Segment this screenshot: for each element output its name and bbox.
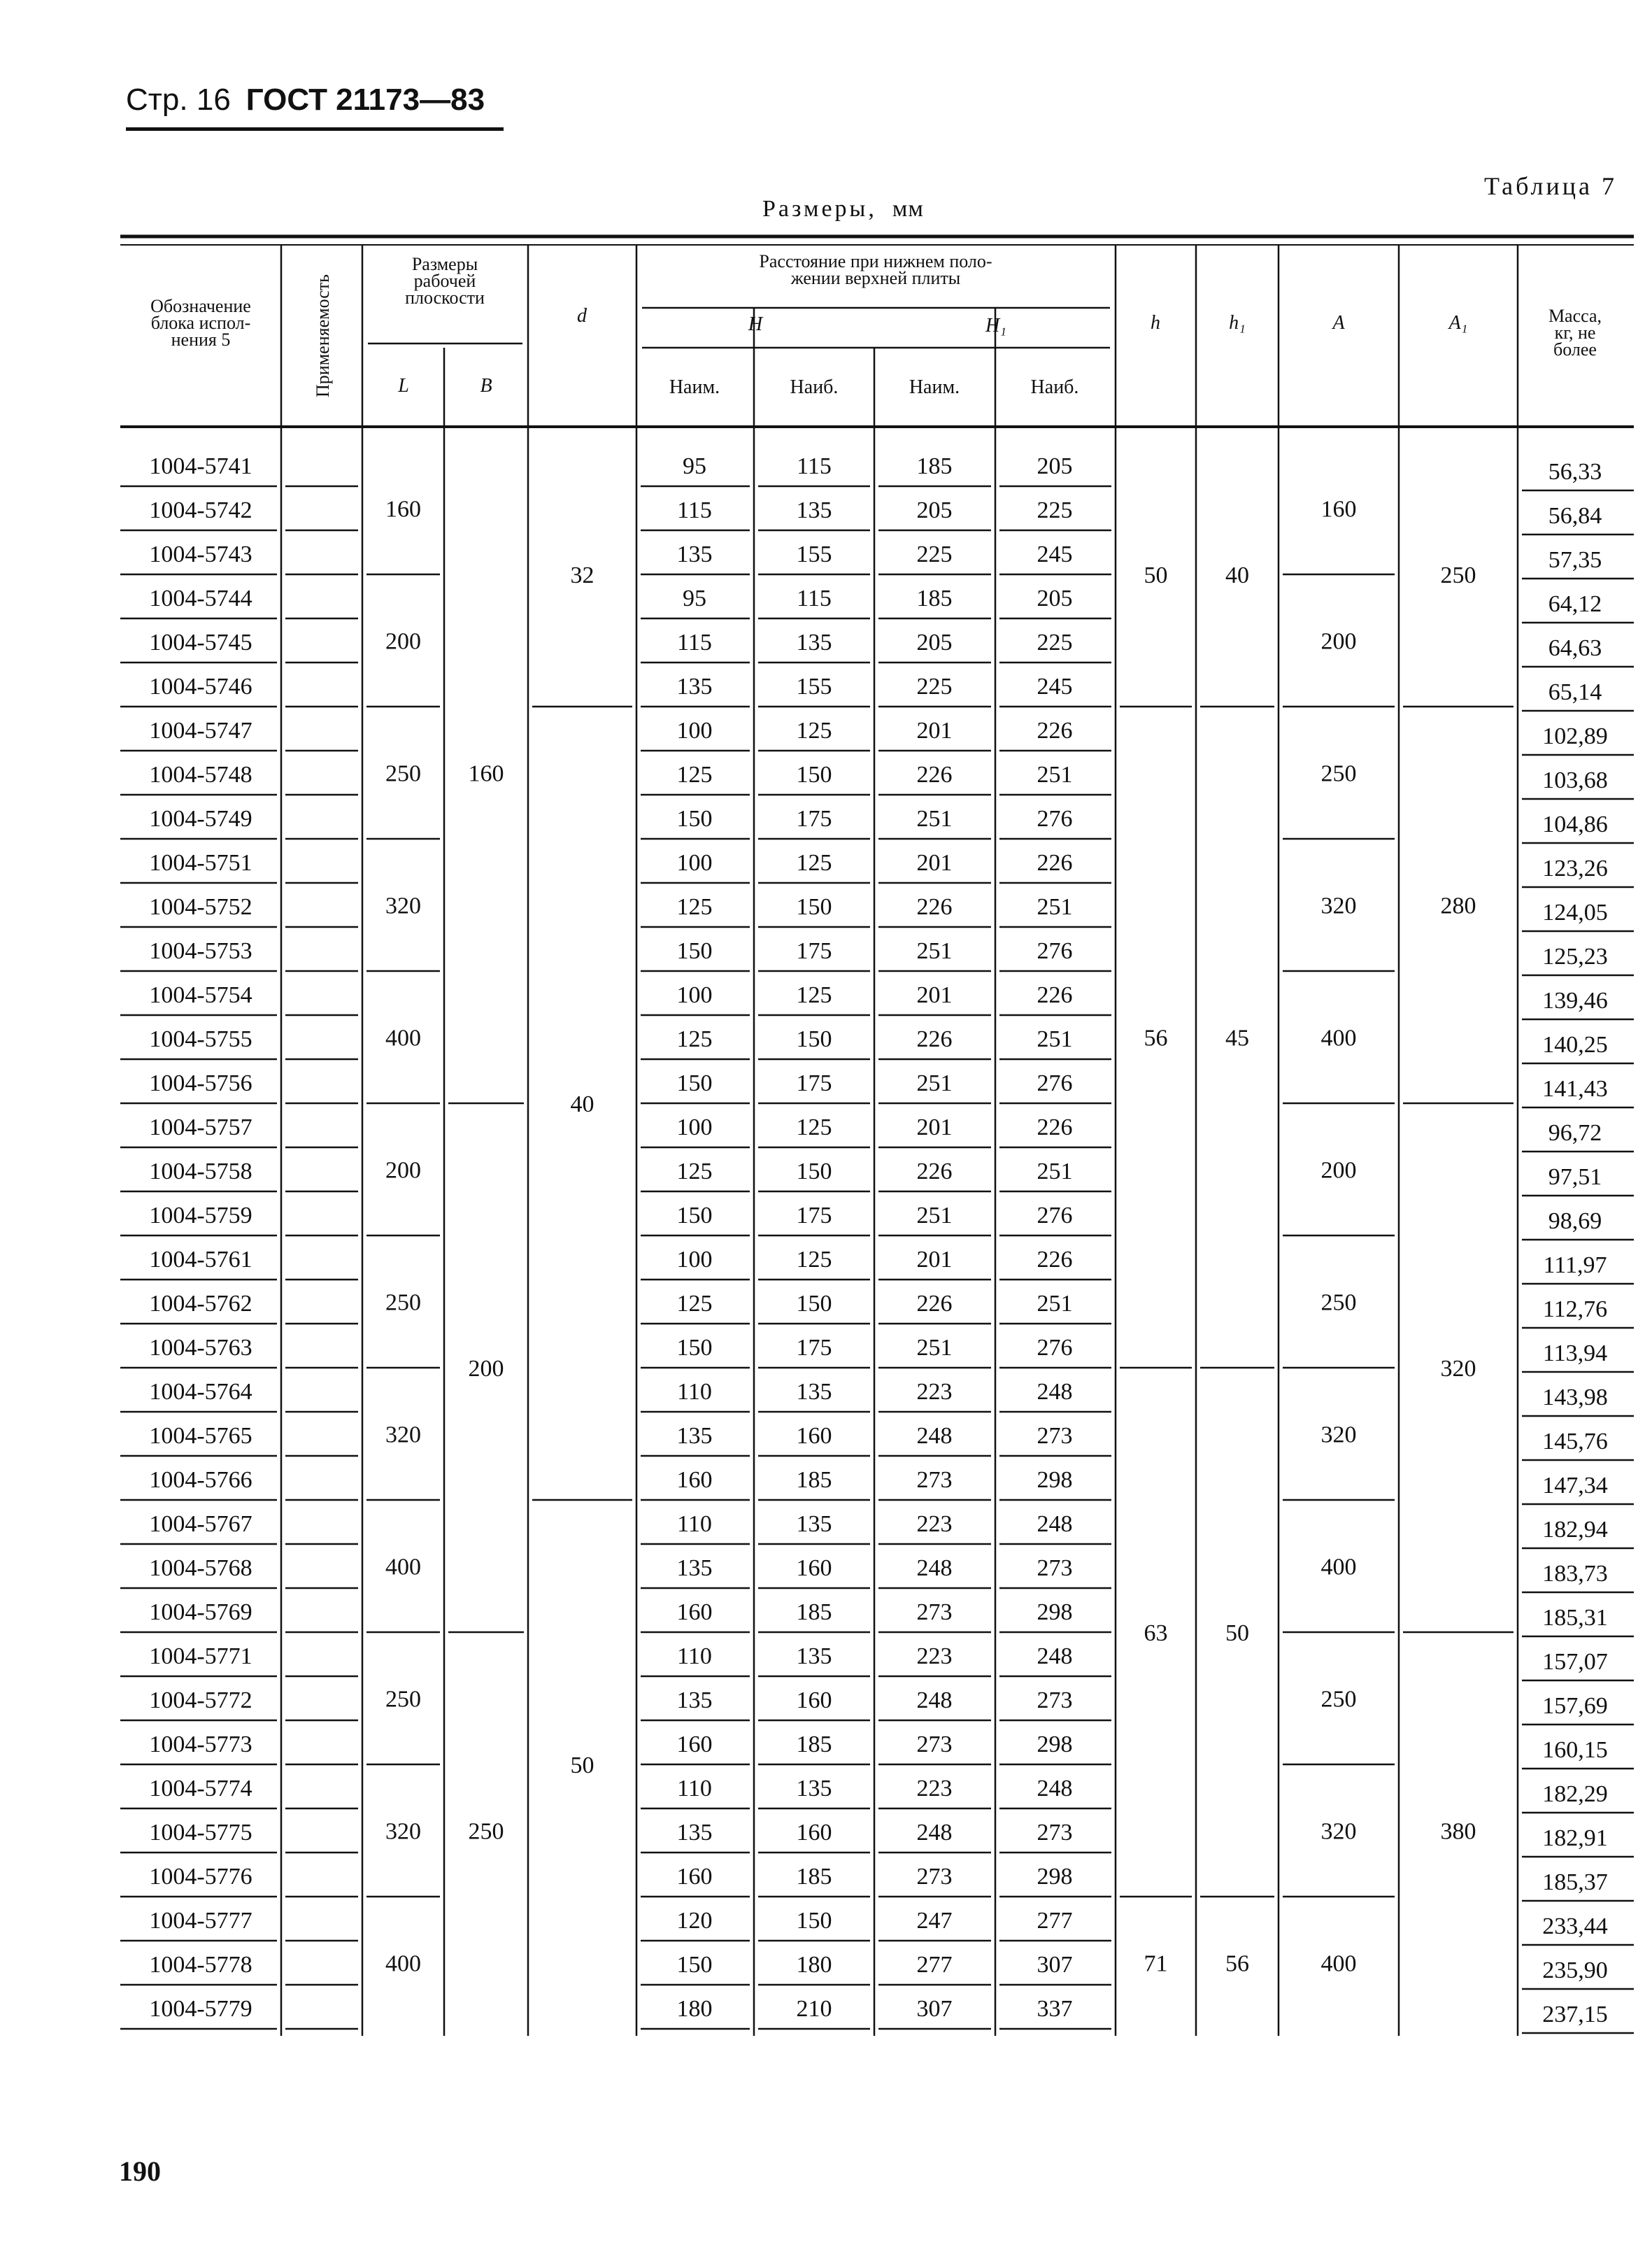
distance-cell: 248: [1037, 1643, 1073, 1669]
table-label: Таблица 7: [1484, 172, 1617, 200]
col-header-designation: нения 5: [171, 330, 231, 350]
L-cell: 250: [385, 1289, 421, 1316]
distance-cell: 110: [677, 1379, 712, 1405]
col-header-applicability: Применяемость: [313, 274, 333, 397]
distance-cell: 150: [796, 1159, 832, 1184]
mass-cell: 96,72: [1548, 1120, 1602, 1146]
distance-cell: 273: [1037, 1820, 1073, 1846]
distance-cell: 277: [1037, 1908, 1073, 1934]
distance-cell: 110: [677, 1511, 712, 1537]
distance-cell: 150: [676, 1952, 713, 1978]
designation-cell: 1004-5773: [149, 1732, 252, 1757]
distance-cell: 226: [1037, 982, 1073, 1008]
designation-cell: 1004-5745: [149, 630, 252, 656]
distance-cell: 248: [916, 1555, 953, 1581]
L-cell: 400: [385, 1950, 421, 1977]
distance-cell: 276: [1037, 938, 1073, 964]
distance-cell: 185: [796, 1732, 832, 1757]
distance-cell: 223: [916, 1643, 953, 1669]
distance-cell: 273: [916, 1467, 953, 1493]
distance-cell: 135: [796, 1643, 832, 1669]
distance-cell: 201: [916, 1114, 953, 1140]
h1-cell: 56: [1225, 1950, 1249, 1977]
designation-cell: 1004-5744: [149, 586, 252, 611]
A1-cell: 250: [1440, 562, 1476, 588]
distance-cell: 248: [1037, 1511, 1073, 1537]
col-header-L: L: [398, 375, 409, 397]
distance-cell: 150: [796, 1026, 832, 1052]
designation-cell: 1004-5757: [149, 1114, 252, 1140]
mass-cell: 141,43: [1542, 1076, 1608, 1102]
col-header-H1: H₁: [985, 315, 1006, 337]
distance-cell: 273: [916, 1732, 953, 1757]
distance-cell: 251: [916, 1203, 953, 1228]
mass-cell: 104,86: [1542, 812, 1608, 837]
distance-cell: 251: [1037, 1159, 1073, 1184]
distance-cell: 201: [916, 982, 953, 1008]
A-cell: 160: [1320, 496, 1357, 523]
A-cell: 200: [1320, 628, 1357, 655]
distance-cell: 155: [796, 674, 832, 700]
A1-cell: 280: [1440, 893, 1476, 919]
distance-cell: 115: [797, 453, 832, 479]
col-header-min-max: Наим.: [909, 376, 960, 398]
designation-cell: 1004-5743: [149, 541, 252, 567]
distance-cell: 160: [676, 1467, 713, 1493]
distance-cell: 120: [676, 1908, 713, 1934]
distance-cell: 185: [796, 1599, 832, 1625]
mass-cell: 235,90: [1542, 1957, 1608, 1983]
mass-cell: 140,25: [1542, 1032, 1608, 1058]
distance-cell: 226: [1037, 718, 1073, 744]
distance-cell: 226: [1037, 1247, 1073, 1273]
designation-cell: 1004-5769: [149, 1599, 252, 1625]
distance-cell: 277: [916, 1952, 953, 1978]
col-header-mass: кг, не: [1554, 323, 1596, 343]
distance-cell: 115: [677, 497, 712, 523]
mass-cell: 183,73: [1542, 1561, 1608, 1587]
mass-cell: 125,23: [1542, 944, 1608, 970]
distance-cell: 135: [796, 497, 832, 523]
distance-cell: 225: [916, 674, 953, 700]
distance-cell: 251: [1037, 762, 1073, 788]
designation-cell: 1004-5754: [149, 982, 252, 1008]
col-header-h1: h₁: [1229, 312, 1246, 334]
distance-cell: 307: [916, 1996, 953, 2022]
distance-cell: 100: [676, 1114, 713, 1140]
mass-cell: 237,15: [1542, 2002, 1608, 2027]
mass-cell: 56,84: [1548, 503, 1602, 529]
distance-cell: 337: [1037, 1996, 1073, 2022]
mass-cell: 97,51: [1548, 1164, 1602, 1190]
distance-cell: 125: [796, 718, 832, 744]
distance-cell: 251: [1037, 1291, 1073, 1317]
distance-cell: 135: [796, 1776, 832, 1801]
distance-cell: 226: [1037, 850, 1073, 876]
distance-cell: 251: [916, 1070, 953, 1096]
distance-cell: 247: [916, 1908, 953, 1934]
distance-cell: 135: [676, 1555, 713, 1581]
distance-cell: 226: [916, 1026, 953, 1052]
distance-cell: 226: [916, 894, 953, 920]
d-cell: 40: [570, 1091, 594, 1117]
distance-cell: 251: [1037, 1026, 1073, 1052]
designation-cell: 1004-5775: [149, 1820, 252, 1846]
distance-cell: 160: [796, 1820, 832, 1846]
page-number: 190: [119, 2155, 161, 2187]
distance-cell: 223: [916, 1776, 953, 1801]
distance-cell: 273: [1037, 1687, 1073, 1713]
distance-cell: 273: [916, 1864, 953, 1890]
distance-cell: 225: [1037, 497, 1073, 523]
distance-cell: 150: [796, 1908, 832, 1934]
distance-cell: 251: [916, 1335, 953, 1361]
h1-cell: 40: [1225, 562, 1249, 588]
L-cell: 160: [385, 496, 421, 523]
distance-cell: 160: [796, 1555, 832, 1581]
designation-cell: 1004-5742: [149, 497, 252, 523]
mass-cell: 185,37: [1542, 1869, 1608, 1895]
designation-cell: 1004-5741: [149, 453, 252, 479]
designation-cell: 1004-5777: [149, 1908, 252, 1934]
designation-cell: 1004-5768: [149, 1555, 252, 1581]
distance-cell: 307: [1037, 1952, 1073, 1978]
designation-cell: 1004-5763: [149, 1335, 252, 1361]
distance-cell: 298: [1037, 1864, 1073, 1890]
distance-cell: 125: [796, 1247, 832, 1273]
distance-cell: 110: [677, 1776, 712, 1801]
col-header-work-surface: рабочей: [413, 271, 476, 291]
A-cell: 320: [1320, 1422, 1357, 1448]
distance-cell: 205: [916, 630, 953, 656]
distance-cell: 276: [1037, 1335, 1073, 1361]
mass-cell: 64,63: [1548, 635, 1602, 661]
designation-cell: 1004-5761: [149, 1247, 252, 1273]
distance-cell: 95: [683, 453, 706, 479]
A1-cell: 380: [1440, 1818, 1476, 1845]
mass-cell: 113,94: [1542, 1340, 1608, 1366]
distance-cell: 180: [676, 1996, 713, 2022]
A1-cell: 320: [1440, 1356, 1476, 1382]
distance-cell: 251: [916, 938, 953, 964]
mass-cell: 102,89: [1542, 723, 1608, 749]
A-cell: 400: [1320, 1950, 1357, 1977]
B-cell: 200: [468, 1356, 504, 1382]
distance-cell: 135: [676, 1820, 713, 1846]
distance-cell: 135: [676, 674, 713, 700]
mass-cell: 56,33: [1548, 459, 1602, 485]
mass-cell: 111,97: [1543, 1252, 1607, 1278]
col-header-mass: более: [1553, 339, 1597, 360]
designation-cell: 1004-5758: [149, 1159, 252, 1184]
distance-cell: 273: [916, 1599, 953, 1625]
distance-cell: 298: [1037, 1732, 1073, 1757]
distance-cell: 100: [676, 850, 713, 876]
col-header-mass: Масса,: [1548, 306, 1602, 326]
A-cell: 320: [1320, 1818, 1357, 1845]
col-header-d: d: [577, 305, 587, 327]
distance-cell: 273: [1037, 1555, 1073, 1581]
L-cell: 320: [385, 893, 421, 919]
distance-cell: 125: [676, 1159, 713, 1184]
designation-cell: 1004-5755: [149, 1026, 252, 1052]
mass-cell: 157,69: [1542, 1693, 1608, 1719]
designation-cell: 1004-5751: [149, 850, 252, 876]
mass-cell: 157,07: [1542, 1649, 1608, 1675]
distance-cell: 100: [676, 718, 713, 744]
distance-cell: 125: [796, 850, 832, 876]
col-header-work-surface: Размеры: [411, 254, 478, 274]
distance-cell: 135: [676, 541, 713, 567]
distance-cell: 150: [676, 938, 713, 964]
L-cell: 200: [385, 1157, 421, 1184]
A-cell: 400: [1320, 1554, 1357, 1580]
distance-cell: 276: [1037, 1070, 1073, 1096]
page-label: Стр. 16: [126, 83, 231, 117]
A-cell: 200: [1320, 1157, 1357, 1184]
distance-cell: 175: [796, 806, 832, 832]
col-header-h: h: [1151, 312, 1160, 334]
caption-unit: мм: [892, 196, 924, 222]
distance-cell: 185: [796, 1864, 832, 1890]
distance-cell: 205: [916, 497, 953, 523]
A-cell: 250: [1320, 1289, 1357, 1316]
distance-cell: 125: [796, 982, 832, 1008]
distance-cell: 210: [796, 1996, 832, 2022]
h-cell: 50: [1144, 562, 1168, 588]
B-cell: 250: [468, 1818, 504, 1845]
distance-cell: 150: [676, 1203, 713, 1228]
distance-cell: 185: [916, 453, 953, 479]
distance-cell: 150: [676, 806, 713, 832]
distance-cell: 115: [677, 630, 712, 656]
designation-cell: 1004-5753: [149, 938, 252, 964]
designation-cell: 1004-5746: [149, 674, 252, 700]
mass-cell: 147,34: [1542, 1473, 1608, 1499]
distance-cell: 201: [916, 850, 953, 876]
col-header-designation: блока испол-: [150, 313, 251, 333]
distance-cell: 160: [676, 1732, 713, 1757]
col-header-work-surface: плоскости: [405, 288, 485, 308]
distance-cell: 248: [1037, 1379, 1073, 1405]
distance-cell: 125: [796, 1114, 832, 1140]
designation-cell: 1004-5748: [149, 762, 252, 788]
distance-cell: 160: [796, 1687, 832, 1713]
mass-cell: 185,31: [1542, 1605, 1608, 1631]
mass-cell: 65,14: [1548, 679, 1602, 705]
L-cell: 320: [385, 1422, 421, 1448]
distance-cell: 248: [916, 1687, 953, 1713]
distance-cell: 95: [683, 586, 706, 611]
designation-cell: 1004-5765: [149, 1423, 252, 1449]
distance-cell: 226: [916, 1159, 953, 1184]
col-header-distance: жении верхней плиты: [790, 268, 961, 288]
distance-cell: 135: [796, 1379, 832, 1405]
designation-cell: 1004-5776: [149, 1864, 252, 1890]
distance-cell: 160: [676, 1864, 713, 1890]
distance-cell: 226: [916, 762, 953, 788]
mass-cell: 57,35: [1548, 547, 1602, 573]
distance-cell: 205: [1037, 586, 1073, 611]
mass-cell: 98,69: [1548, 1208, 1602, 1234]
distance-cell: 160: [796, 1423, 832, 1449]
mass-cell: 103,68: [1542, 767, 1608, 793]
distance-cell: 150: [676, 1335, 713, 1361]
designation-cell: 1004-5779: [149, 1996, 252, 2022]
caption-title: Размеры,: [762, 196, 877, 222]
distance-cell: 245: [1037, 674, 1073, 700]
designation-cell: 1004-5767: [149, 1511, 252, 1537]
col-header-min-max: Наиб.: [790, 376, 839, 398]
A-cell: 320: [1320, 893, 1357, 919]
mass-cell: 233,44: [1542, 1913, 1608, 1939]
B-cell: 160: [468, 760, 504, 787]
distance-cell: 298: [1037, 1467, 1073, 1493]
distance-cell: 135: [676, 1687, 713, 1713]
mass-cell: 145,76: [1542, 1429, 1608, 1454]
distance-cell: 150: [796, 894, 832, 920]
col-header-H: H: [748, 313, 763, 335]
h1-cell: 50: [1225, 1620, 1249, 1646]
mass-cell: 112,76: [1542, 1296, 1608, 1322]
A-cell: 250: [1320, 760, 1357, 787]
mass-cell: 139,46: [1542, 988, 1608, 1014]
distance-cell: 185: [916, 586, 953, 611]
distance-cell: 223: [916, 1379, 953, 1405]
distance-cell: 150: [676, 1070, 713, 1096]
distance-cell: 150: [796, 762, 832, 788]
mass-cell: 182,91: [1542, 1825, 1608, 1851]
distance-cell: 201: [916, 1247, 953, 1273]
col-header-min-max: Наиб.: [1030, 376, 1079, 398]
distance-cell: 251: [1037, 894, 1073, 920]
h1-cell: 45: [1225, 1025, 1249, 1051]
designation-cell: 1004-5747: [149, 718, 252, 744]
distance-cell: 276: [1037, 806, 1073, 832]
distance-cell: 180: [796, 1952, 832, 1978]
distance-cell: 225: [1037, 630, 1073, 656]
distance-cell: 175: [796, 1203, 832, 1228]
mass-cell: 160,15: [1542, 1737, 1608, 1763]
distance-cell: 251: [916, 806, 953, 832]
distance-cell: 201: [916, 718, 953, 744]
distance-cell: 125: [676, 894, 713, 920]
mass-cell: 182,94: [1542, 1517, 1608, 1543]
mass-cell: 143,98: [1542, 1385, 1608, 1410]
distance-cell: 175: [796, 938, 832, 964]
col-header-A1: A₁: [1448, 312, 1468, 334]
L-cell: 200: [385, 628, 421, 655]
distance-cell: 225: [916, 541, 953, 567]
mass-cell: 123,26: [1542, 856, 1608, 881]
A-cell: 400: [1320, 1025, 1357, 1051]
distance-cell: 175: [796, 1335, 832, 1361]
standard-number: ГОСТ 21173—83: [245, 83, 485, 117]
col-header-min-max: Наим.: [669, 376, 720, 398]
L-cell: 400: [385, 1025, 421, 1051]
distance-cell: 150: [796, 1291, 832, 1317]
L-cell: 250: [385, 1686, 421, 1713]
d-cell: 50: [570, 1752, 594, 1778]
distance-cell: 185: [796, 1467, 832, 1493]
col-header-A: A: [1332, 312, 1345, 334]
designation-cell: 1004-5749: [149, 806, 252, 832]
designation-cell: 1004-5752: [149, 894, 252, 920]
L-cell: 400: [385, 1554, 421, 1580]
distance-cell: 155: [796, 541, 832, 567]
designation-cell: 1004-5774: [149, 1776, 252, 1801]
distance-cell: 125: [676, 1026, 713, 1052]
distance-cell: 276: [1037, 1203, 1073, 1228]
designation-cell: 1004-5766: [149, 1467, 252, 1493]
distance-cell: 223: [916, 1511, 953, 1537]
distance-cell: 100: [676, 1247, 713, 1273]
distance-cell: 298: [1037, 1599, 1073, 1625]
designation-cell: 1004-5778: [149, 1952, 252, 1978]
h-cell: 56: [1144, 1025, 1168, 1051]
h-cell: 71: [1144, 1950, 1168, 1977]
designation-cell: 1004-5762: [149, 1291, 252, 1317]
designation-cell: 1004-5764: [149, 1379, 252, 1405]
mass-cell: 124,05: [1542, 900, 1608, 926]
designation-cell: 1004-5759: [149, 1203, 252, 1228]
distance-cell: 226: [1037, 1114, 1073, 1140]
distance-cell: 100: [676, 982, 713, 1008]
distance-cell: 115: [797, 586, 832, 611]
mass-cell: 182,29: [1542, 1781, 1608, 1807]
distance-cell: 248: [1037, 1776, 1073, 1801]
distance-cell: 175: [796, 1070, 832, 1096]
distance-cell: 135: [676, 1423, 713, 1449]
designation-cell: 1004-5771: [149, 1643, 252, 1669]
distance-cell: 110: [677, 1643, 712, 1669]
d-cell: 32: [570, 562, 594, 588]
mass-cell: 64,12: [1548, 591, 1602, 617]
distance-cell: 245: [1037, 541, 1073, 567]
col-header-distance: Расстояние при нижнем поло-: [759, 251, 992, 271]
distance-cell: 135: [796, 1511, 832, 1537]
designation-cell: 1004-5756: [149, 1070, 252, 1096]
distance-cell: 226: [916, 1291, 953, 1317]
distance-cell: 273: [1037, 1423, 1073, 1449]
L-cell: 320: [385, 1818, 421, 1845]
h-cell: 63: [1144, 1620, 1168, 1646]
col-header-designation: Обозначение: [150, 296, 251, 316]
distance-cell: 248: [916, 1820, 953, 1846]
col-header-B: B: [480, 375, 492, 397]
designation-cell: 1004-5772: [149, 1687, 252, 1713]
distance-cell: 135: [796, 630, 832, 656]
distance-cell: 125: [676, 1291, 713, 1317]
L-cell: 250: [385, 760, 421, 787]
distance-cell: 205: [1037, 453, 1073, 479]
distance-cell: 125: [676, 762, 713, 788]
A-cell: 250: [1320, 1686, 1357, 1713]
distance-cell: 160: [676, 1599, 713, 1625]
distance-cell: 248: [916, 1423, 953, 1449]
